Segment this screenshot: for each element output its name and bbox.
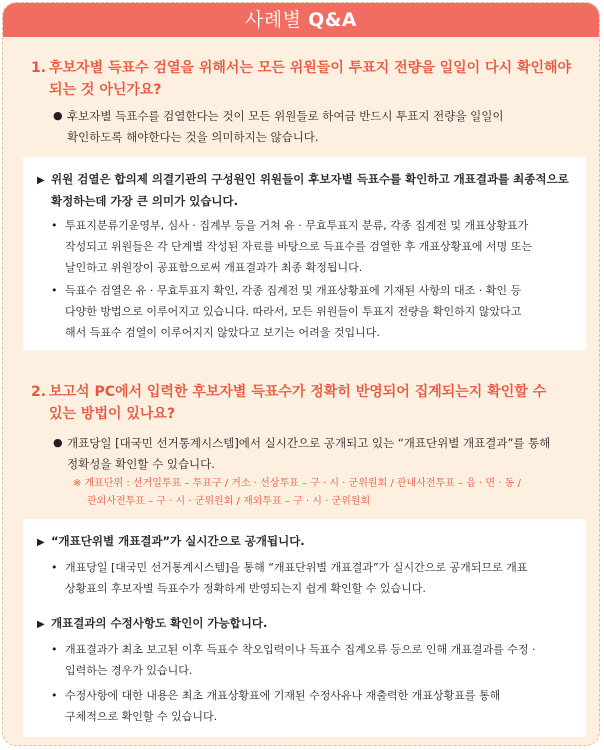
card-1-item-2-line2: 다양한 방법으로 이루어지고 있습니다. 따라서, 모든 위원들이 투표지 전량을 확인하지 않았다고 xyxy=(65,305,522,318)
header-title-bold: Q&A xyxy=(308,9,358,31)
explanation-card-1 xyxy=(23,157,586,350)
bullet-dot-icon: • xyxy=(51,284,58,297)
card-1-item-2 xyxy=(51,280,571,343)
card-2-item-1 xyxy=(51,557,571,599)
card-2-heading-1 xyxy=(37,531,577,553)
card-1-heading-line1: 위원 검열은 합의제 의결기관의 구성원인 위원들이 후보자별 득표수를 확인하고 개표결과를 최종적으로 xyxy=(51,172,569,186)
question-1-line1: 후보자별 득표수 검열을 위해서는 모든 위원들이 투표지 전량을 일일이 다시 확인해야 xyxy=(49,60,572,76)
card-1-heading-line2: 확정하는데 가장 큰 의미가 있습니다. xyxy=(51,194,239,208)
question-2-line1: 보고석 PC에서 입력한 후보자별 득표수가 정확히 반영되어 집계되는지 확인할 수 xyxy=(49,384,547,400)
bullet-dot-icon: • xyxy=(51,561,58,574)
answer-2-bullet: ● xyxy=(53,436,63,449)
card-2-heading-1-text: “개표단위별 개표결과”가 실시간으로 공개됩니다. xyxy=(51,534,305,548)
card-2-item-2 xyxy=(51,639,571,681)
answer-2 xyxy=(67,433,567,475)
question-1-line2: 되는 것 아닌가요? xyxy=(49,82,162,98)
card-1-item-2-line3: 해서 득표수 검열이 이루어지지 않았다고 보기는 어려울 것입니다. xyxy=(65,326,380,339)
card-1-item-1-line1: 투표지분류기운영부, 심사 · 집계부 등을 거쳐 유 · 무효투표지 분류, 각종 집계전 및 개표상황표가 xyxy=(65,219,529,232)
triangle-marker-icon: ▶ xyxy=(37,175,45,186)
card-2-heading-2 xyxy=(37,613,577,635)
answer-1-line2: 확인하도록 해야한다는 것을 의미하지는 않습니다. xyxy=(67,130,319,144)
section-header xyxy=(3,3,599,37)
bullet-dot-icon: • xyxy=(51,643,58,656)
card-2-item-2-line2: 입력하는 경우가 있습니다. xyxy=(65,664,193,677)
card-2-item-1-line2: 상황표의 후보자별 득표수가 정확하게 반영되는지 쉽게 확인할 수 있습니다. xyxy=(65,582,426,595)
triangle-marker-icon: ▶ xyxy=(37,537,45,548)
answer-2-line1: 개표당일 [대국민 선거통계시스템]에서 실시간으로 공개되고 있는 “개표단위별 개표결과”를 통해 xyxy=(67,436,551,450)
question-1-number: 1. xyxy=(31,60,47,76)
note-line2: 관외사전투표 – 구 · 시 · 군위원회 / 재외투표 – 구 · 시 · 군위원회 xyxy=(87,496,371,507)
answer-2-line2: 정확성을 확인할 수 있습니다. xyxy=(67,457,215,471)
card-2-heading-2-text: 개표결과의 수정사항도 확인이 가능합니다. xyxy=(51,616,268,630)
answer-1-bullet: ● xyxy=(53,109,63,122)
qa-panel xyxy=(2,2,600,746)
explanation-card-2 xyxy=(23,519,586,737)
card-1-item-1-line3: 날인하고 위원장이 공표함으로써 개표결과가 최종 확정됩니다. xyxy=(65,261,363,274)
card-2-item-2-line1: 개표결과가 최초 보고된 이후 득표수 착오입력이나 득표수 집계오류 등으로 인해 개표결과를 수정 · xyxy=(65,643,536,656)
card-1-item-1-line2: 작성되고 위원들은 각 단계별 작성된 자료를 바탕으로 득표수를 검열한 후 개표상황표에 서명 또는 xyxy=(65,240,532,253)
card-2-item-3-line2: 구체적으로 확인할 수 있습니다. xyxy=(65,710,218,723)
question-2-title xyxy=(31,381,581,425)
note-line1: ※ 개표단위 : 선거일투표 – 투표구 / 거소 · 선상투표 – 구 · 시 · 군위원회 / 관내사전투표 – 읍 · 면 · 동 / xyxy=(73,478,521,489)
answer-1-line1: 후보자별 득표수를 검열한다는 것이 모든 위원들로 하여금 반드시 투표지 전량을 일일이 xyxy=(67,109,504,123)
bullet-dot-icon: • xyxy=(51,689,58,702)
counting-unit-note xyxy=(73,475,563,511)
header-title-normal: 사례별 xyxy=(244,9,309,31)
card-2-item-1-line1: 개표당일 [대국민 선거통계시스템]을 통해 “개표단위별 개표결과”가 실시간으로 공개되므로 개표 xyxy=(65,561,528,574)
question-1-title xyxy=(31,57,581,101)
card-2-item-3 xyxy=(51,685,571,727)
card-1-item-2-line1: 득표수 검열은 유 · 무효투표지 확인, 각종 집계전 및 개표상황표에 기재된 사항의 대조 · 확인 등 xyxy=(65,284,522,297)
triangle-marker-icon: ▶ xyxy=(37,619,45,630)
bullet-dot-icon: • xyxy=(51,219,58,232)
card-2-item-3-line1: 수정사항에 대한 내용은 최초 개표상황표에 기재된 수정사유나 재출력한 개표상황표를 통해 xyxy=(65,689,501,702)
question-2-line2: 있는 방법이 있나요? xyxy=(49,406,176,422)
answer-1 xyxy=(67,106,567,148)
card-1-item-1 xyxy=(51,215,571,278)
card-1-heading xyxy=(37,169,577,212)
question-2-number: 2. xyxy=(31,384,47,400)
